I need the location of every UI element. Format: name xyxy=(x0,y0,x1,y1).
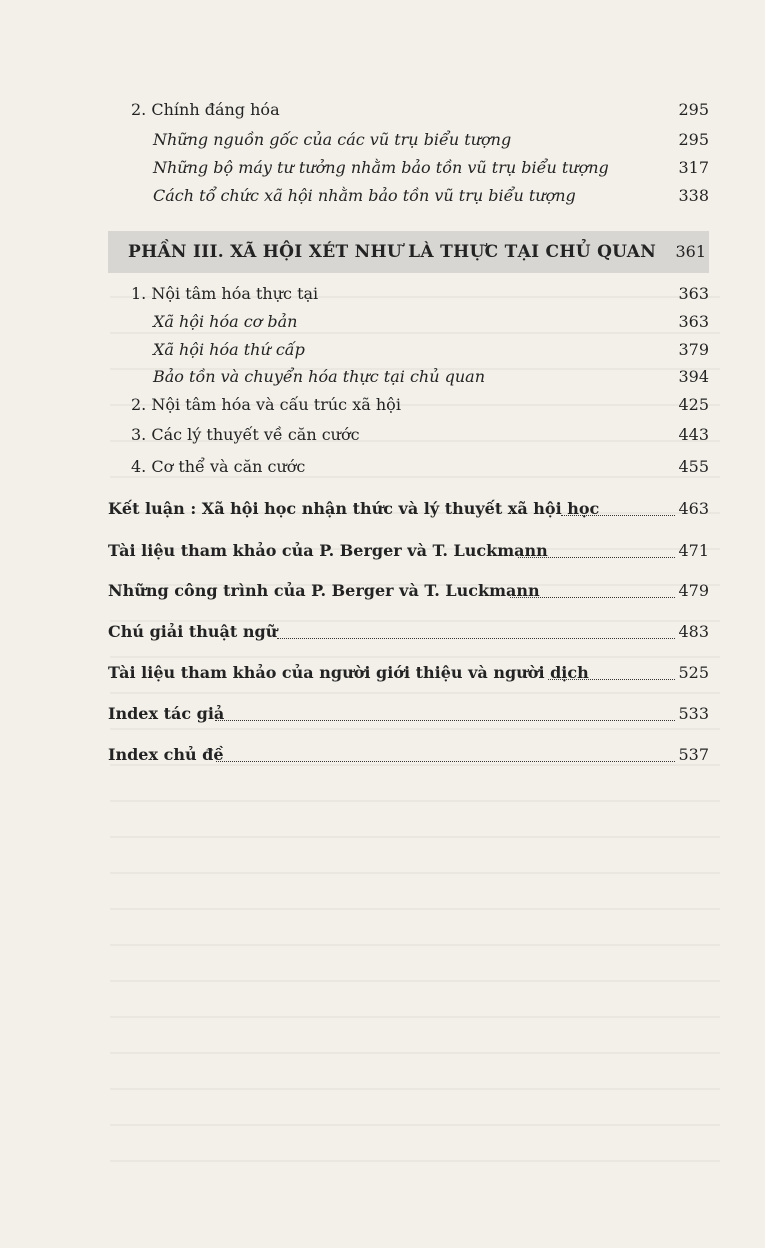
toc-backmatter-page: 525 xyxy=(678,663,709,682)
toc-subentry-label: Những nguồn gốc của các vũ trụ biểu tượng xyxy=(153,130,512,149)
toc-backmatter-page: 533 xyxy=(678,704,709,723)
toc-subentry-page: 295 xyxy=(678,130,709,149)
toc-entry xyxy=(0,95,765,125)
dot-leader xyxy=(216,761,675,762)
dot-leader xyxy=(510,597,675,598)
dot-leader xyxy=(548,679,675,680)
toc-subentry-page: 317 xyxy=(678,158,709,177)
toc-backmatter-entry xyxy=(0,658,765,688)
toc-subentry xyxy=(0,153,765,183)
dot-leader xyxy=(277,638,675,639)
part-heading-banner xyxy=(108,231,709,273)
toc-backmatter-entry xyxy=(0,699,765,729)
toc-entry-label: 3. Các lý thuyết về căn cước xyxy=(131,425,360,444)
toc-entry-page: 295 xyxy=(678,100,709,119)
toc-backmatter-page: 479 xyxy=(678,581,709,600)
toc-backmatter-page: 463 xyxy=(678,499,709,518)
toc-subentry-page: 363 xyxy=(678,312,709,331)
toc-subentry xyxy=(0,307,765,337)
toc-subentry xyxy=(0,181,765,211)
toc-backmatter-label: Tài liệu tham khảo của người giới thiệu và người dịch xyxy=(108,663,589,682)
toc-entry-page: 443 xyxy=(678,425,709,444)
toc-subentry-page: 394 xyxy=(678,367,709,386)
toc-entry-label: 1. Nội tâm hóa thực tại xyxy=(131,284,319,303)
toc-entry xyxy=(0,390,765,420)
toc-backmatter-entry xyxy=(0,494,765,524)
toc-backmatter-label: Kết luận : Xã hội học nhận thức và lý thuyết xã hội học xyxy=(108,499,600,518)
toc-entry xyxy=(0,452,765,482)
part-heading-title: PHẦN III. XÃ HỘI XÉT NHƯ LÀ THỰC TẠI CHỦ QUAN xyxy=(128,242,657,262)
toc-subentry-label: Những bộ máy tư tưởng nhằm bảo tồn vũ trụ biểu tượng xyxy=(153,158,609,177)
toc-entry-page: 455 xyxy=(678,457,709,476)
toc-backmatter-entry xyxy=(0,617,765,647)
toc-backmatter-entry xyxy=(0,740,765,770)
toc-subentry-label: Xã hội hóa thứ cấp xyxy=(153,340,305,359)
toc-entry-label: 2. Chính đáng hóa xyxy=(131,100,280,119)
toc-subentry-page: 338 xyxy=(678,186,709,205)
toc-entry xyxy=(0,279,765,309)
toc-backmatter-label: Index tác giả xyxy=(108,704,225,723)
toc-subentry-label: Bảo tồn và chuyển hóa thực tại chủ quan xyxy=(153,367,485,386)
toc-backmatter-entry xyxy=(0,536,765,566)
toc-entry-label: 4. Cơ thể và căn cước xyxy=(131,457,306,476)
toc-subentry-label: Cách tổ chức xã hội nhằm bảo tồn vũ trụ biểu tượng xyxy=(153,186,576,205)
toc-entry xyxy=(0,420,765,450)
toc-backmatter-label: Tài liệu tham khảo của P. Berger và T. Luckmann xyxy=(108,541,548,560)
toc-backmatter-page: 537 xyxy=(678,745,709,764)
toc-subentry xyxy=(0,335,765,365)
toc-entry-page: 363 xyxy=(678,284,709,303)
toc-subentry xyxy=(0,362,765,392)
toc-backmatter-page: 471 xyxy=(678,541,709,560)
toc-backmatter-label: Chú giải thuật ngữ xyxy=(108,622,278,641)
dot-leader xyxy=(518,557,675,558)
toc-backmatter-page: 483 xyxy=(678,622,709,641)
toc-subentry-label: Xã hội hóa cơ bản xyxy=(153,312,298,331)
dot-leader xyxy=(215,720,675,721)
dot-leader xyxy=(561,515,675,516)
toc-backmatter-entry xyxy=(0,576,765,606)
part-heading-page: 361 xyxy=(675,242,706,261)
toc-subentry xyxy=(0,125,765,155)
toc-subentry-page: 379 xyxy=(678,340,709,359)
toc-entry-page: 425 xyxy=(678,395,709,414)
toc-entry-label: 2. Nội tâm hóa và cấu trúc xã hội xyxy=(131,395,401,414)
toc-backmatter-label: Index chủ đề xyxy=(108,745,224,764)
toc-backmatter-label: Những công trình của P. Berger và T. Luckmann xyxy=(108,581,540,600)
